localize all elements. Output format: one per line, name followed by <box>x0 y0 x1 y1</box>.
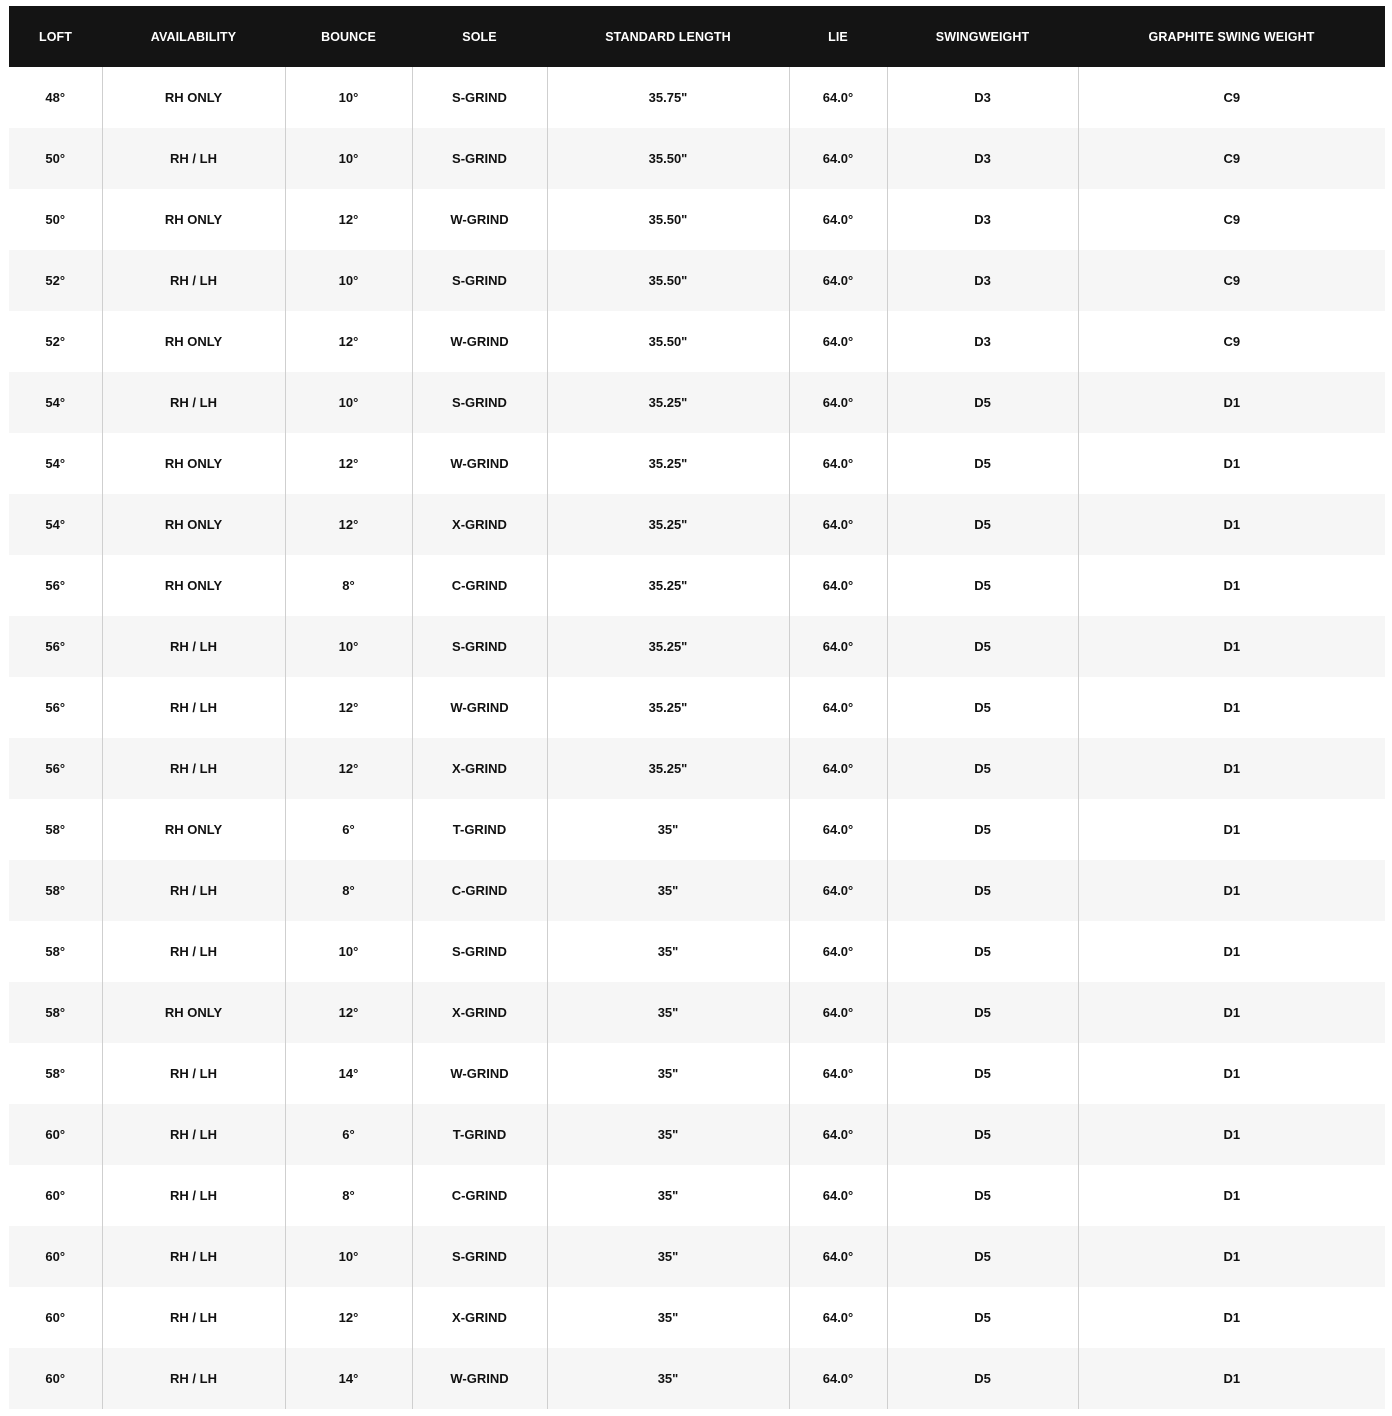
loft-cell: 60° <box>9 1104 102 1165</box>
availability-cell: RH ONLY <box>102 67 285 128</box>
swingweight-cell: D5 <box>887 982 1078 1043</box>
swingweight-cell: D5 <box>887 616 1078 677</box>
graphite-swing-weight-cell: D1 <box>1078 1226 1385 1287</box>
standard-length-cell: 35.25" <box>547 677 789 738</box>
graphite-swing-weight-cell: D1 <box>1078 1287 1385 1348</box>
table-row <box>9 860 1385 921</box>
graphite-swing-weight-cell: D1 <box>1078 1165 1385 1226</box>
swingweight-cell: D5 <box>887 1043 1078 1104</box>
bounce-cell: 10° <box>285 1226 412 1287</box>
swingweight-cell: D5 <box>887 860 1078 921</box>
lie-cell: 64.0° <box>789 433 887 494</box>
lie-cell: 64.0° <box>789 128 887 189</box>
table-row <box>9 189 1385 250</box>
loft-cell: 56° <box>9 677 102 738</box>
availability-cell: RH ONLY <box>102 799 285 860</box>
sole-cell: S-GRIND <box>412 128 547 189</box>
swingweight-cell: D5 <box>887 1226 1078 1287</box>
loft-cell: 54° <box>9 494 102 555</box>
swingweight-cell: D5 <box>887 799 1078 860</box>
sole-cell: W-GRIND <box>412 677 547 738</box>
table-row <box>9 1226 1385 1287</box>
loft-cell: 58° <box>9 799 102 860</box>
swingweight-cell: D3 <box>887 189 1078 250</box>
availability-cell: RH ONLY <box>102 189 285 250</box>
header-loft: LOFT <box>9 6 102 67</box>
availability-cell: RH / LH <box>102 1287 285 1348</box>
table-row <box>9 616 1385 677</box>
graphite-swing-weight-cell: D1 <box>1078 1043 1385 1104</box>
swingweight-cell: D5 <box>887 921 1078 982</box>
loft-cell: 50° <box>9 189 102 250</box>
lie-cell: 64.0° <box>789 250 887 311</box>
bounce-cell: 8° <box>285 1165 412 1226</box>
swingweight-cell: D5 <box>887 1348 1078 1409</box>
availability-cell: RH / LH <box>102 677 285 738</box>
graphite-swing-weight-cell: D1 <box>1078 799 1385 860</box>
bounce-cell: 6° <box>285 1104 412 1165</box>
loft-cell: 52° <box>9 311 102 372</box>
swingweight-cell: D5 <box>887 555 1078 616</box>
standard-length-cell: 35" <box>547 1104 789 1165</box>
specs-table-container <box>9 6 1385 1409</box>
header-bounce: BOUNCE <box>285 6 412 67</box>
availability-cell: RH ONLY <box>102 982 285 1043</box>
lie-cell: 64.0° <box>789 921 887 982</box>
bounce-cell: 10° <box>285 67 412 128</box>
bounce-cell: 12° <box>285 1287 412 1348</box>
table-row <box>9 1165 1385 1226</box>
table-row <box>9 372 1385 433</box>
graphite-swing-weight-cell: D1 <box>1078 433 1385 494</box>
sole-cell: C-GRIND <box>412 860 547 921</box>
table-row <box>9 494 1385 555</box>
bounce-cell: 6° <box>285 799 412 860</box>
sole-cell: S-GRIND <box>412 372 547 433</box>
availability-cell: RH ONLY <box>102 494 285 555</box>
bounce-cell: 12° <box>285 311 412 372</box>
sole-cell: S-GRIND <box>412 1226 547 1287</box>
bounce-cell: 8° <box>285 860 412 921</box>
bounce-cell: 10° <box>285 616 412 677</box>
bounce-cell: 14° <box>285 1043 412 1104</box>
table-row <box>9 433 1385 494</box>
lie-cell: 64.0° <box>789 555 887 616</box>
standard-length-cell: 35" <box>547 982 789 1043</box>
lie-cell: 64.0° <box>789 1287 887 1348</box>
lie-cell: 64.0° <box>789 860 887 921</box>
availability-cell: RH / LH <box>102 1348 285 1409</box>
lie-cell: 64.0° <box>789 738 887 799</box>
sole-cell: W-GRIND <box>412 1348 547 1409</box>
standard-length-cell: 35" <box>547 1043 789 1104</box>
standard-length-cell: 35.25" <box>547 738 789 799</box>
availability-cell: RH ONLY <box>102 433 285 494</box>
availability-cell: RH / LH <box>102 250 285 311</box>
table-row <box>9 128 1385 189</box>
lie-cell: 64.0° <box>789 799 887 860</box>
lie-cell: 64.0° <box>789 494 887 555</box>
graphite-swing-weight-cell: D1 <box>1078 494 1385 555</box>
sole-cell: W-GRIND <box>412 1043 547 1104</box>
swingweight-cell: D5 <box>887 433 1078 494</box>
graphite-swing-weight-cell: C9 <box>1078 128 1385 189</box>
availability-cell: RH / LH <box>102 1043 285 1104</box>
table-row <box>9 1348 1385 1409</box>
sole-cell: X-GRIND <box>412 494 547 555</box>
bounce-cell: 12° <box>285 738 412 799</box>
standard-length-cell: 35" <box>547 1287 789 1348</box>
loft-cell: 54° <box>9 372 102 433</box>
standard-length-cell: 35" <box>547 1348 789 1409</box>
header-row <box>9 6 1385 67</box>
loft-cell: 58° <box>9 1043 102 1104</box>
lie-cell: 64.0° <box>789 372 887 433</box>
sole-cell: W-GRIND <box>412 433 547 494</box>
bounce-cell: 10° <box>285 372 412 433</box>
sole-cell: C-GRIND <box>412 1165 547 1226</box>
loft-cell: 54° <box>9 433 102 494</box>
graphite-swing-weight-cell: D1 <box>1078 738 1385 799</box>
sole-cell: X-GRIND <box>412 1287 547 1348</box>
sole-cell: S-GRIND <box>412 616 547 677</box>
availability-cell: RH / LH <box>102 128 285 189</box>
standard-length-cell: 35.50" <box>547 189 789 250</box>
availability-cell: RH / LH <box>102 616 285 677</box>
table-row <box>9 67 1385 128</box>
standard-length-cell: 35.75" <box>547 67 789 128</box>
table-row <box>9 311 1385 372</box>
standard-length-cell: 35.25" <box>547 433 789 494</box>
lie-cell: 64.0° <box>789 1043 887 1104</box>
loft-cell: 56° <box>9 555 102 616</box>
sole-cell: S-GRIND <box>412 921 547 982</box>
table-row <box>9 799 1385 860</box>
table-row <box>9 1104 1385 1165</box>
table-row <box>9 982 1385 1043</box>
sole-cell: T-GRIND <box>412 799 547 860</box>
graphite-swing-weight-cell: D1 <box>1078 1104 1385 1165</box>
table-row <box>9 555 1385 616</box>
loft-cell: 56° <box>9 616 102 677</box>
graphite-swing-weight-cell: D1 <box>1078 982 1385 1043</box>
loft-cell: 56° <box>9 738 102 799</box>
lie-cell: 64.0° <box>789 1165 887 1226</box>
standard-length-cell: 35.50" <box>547 250 789 311</box>
bounce-cell: 10° <box>285 250 412 311</box>
bounce-cell: 10° <box>285 921 412 982</box>
standard-length-cell: 35.25" <box>547 494 789 555</box>
loft-cell: 60° <box>9 1226 102 1287</box>
header-graphite-swing-weight: GRAPHITE SWING WEIGHT <box>1078 6 1385 67</box>
loft-cell: 58° <box>9 921 102 982</box>
graphite-swing-weight-cell: D1 <box>1078 616 1385 677</box>
availability-cell: RH / LH <box>102 860 285 921</box>
loft-cell: 58° <box>9 982 102 1043</box>
bounce-cell: 12° <box>285 433 412 494</box>
graphite-swing-weight-cell: C9 <box>1078 189 1385 250</box>
lie-cell: 64.0° <box>789 677 887 738</box>
availability-cell: RH ONLY <box>102 555 285 616</box>
header-standard-length: STANDARD LENGTH <box>547 6 789 67</box>
standard-length-cell: 35.50" <box>547 128 789 189</box>
standard-length-cell: 35.50" <box>547 311 789 372</box>
standard-length-cell: 35.25" <box>547 616 789 677</box>
swingweight-cell: D5 <box>887 1104 1078 1165</box>
availability-cell: RH ONLY <box>102 311 285 372</box>
loft-cell: 48° <box>9 67 102 128</box>
bounce-cell: 10° <box>285 128 412 189</box>
swingweight-cell: D5 <box>887 1165 1078 1226</box>
table-row <box>9 921 1385 982</box>
swingweight-cell: D3 <box>887 311 1078 372</box>
bounce-cell: 14° <box>285 1348 412 1409</box>
standard-length-cell: 35" <box>547 860 789 921</box>
header-lie: LIE <box>789 6 887 67</box>
header-availability: AVAILABILITY <box>102 6 285 67</box>
loft-cell: 60° <box>9 1348 102 1409</box>
header-sole: SOLE <box>412 6 547 67</box>
table-row <box>9 250 1385 311</box>
lie-cell: 64.0° <box>789 1104 887 1165</box>
table-row <box>9 1043 1385 1104</box>
standard-length-cell: 35" <box>547 1226 789 1287</box>
swingweight-cell: D5 <box>887 372 1078 433</box>
table-row <box>9 738 1385 799</box>
bounce-cell: 12° <box>285 982 412 1043</box>
graphite-swing-weight-cell: C9 <box>1078 250 1385 311</box>
lie-cell: 64.0° <box>789 311 887 372</box>
swingweight-cell: D3 <box>887 250 1078 311</box>
sole-cell: T-GRIND <box>412 1104 547 1165</box>
graphite-swing-weight-cell: D1 <box>1078 1348 1385 1409</box>
table-row <box>9 1287 1385 1348</box>
header-swingweight: SWINGWEIGHT <box>887 6 1078 67</box>
standard-length-cell: 35.25" <box>547 555 789 616</box>
specs-table <box>9 6 1385 1409</box>
swingweight-cell: D5 <box>887 738 1078 799</box>
loft-cell: 60° <box>9 1287 102 1348</box>
swingweight-cell: D5 <box>887 1287 1078 1348</box>
table-row <box>9 677 1385 738</box>
swingweight-cell: D3 <box>887 67 1078 128</box>
graphite-swing-weight-cell: C9 <box>1078 311 1385 372</box>
sole-cell: S-GRIND <box>412 250 547 311</box>
availability-cell: RH / LH <box>102 1104 285 1165</box>
swingweight-cell: D5 <box>887 677 1078 738</box>
sole-cell: X-GRIND <box>412 982 547 1043</box>
availability-cell: RH / LH <box>102 1165 285 1226</box>
sole-cell: C-GRIND <box>412 555 547 616</box>
graphite-swing-weight-cell: D1 <box>1078 677 1385 738</box>
sole-cell: X-GRIND <box>412 738 547 799</box>
graphite-swing-weight-cell: C9 <box>1078 67 1385 128</box>
availability-cell: RH / LH <box>102 372 285 433</box>
graphite-swing-weight-cell: D1 <box>1078 921 1385 982</box>
graphite-swing-weight-cell: D1 <box>1078 555 1385 616</box>
bounce-cell: 12° <box>285 677 412 738</box>
lie-cell: 64.0° <box>789 189 887 250</box>
loft-cell: 60° <box>9 1165 102 1226</box>
loft-cell: 52° <box>9 250 102 311</box>
table-header <box>9 6 1385 67</box>
standard-length-cell: 35" <box>547 799 789 860</box>
availability-cell: RH / LH <box>102 921 285 982</box>
sole-cell: W-GRIND <box>412 311 547 372</box>
sole-cell: W-GRIND <box>412 189 547 250</box>
lie-cell: 64.0° <box>789 67 887 128</box>
standard-length-cell: 35.25" <box>547 372 789 433</box>
standard-length-cell: 35" <box>547 1165 789 1226</box>
bounce-cell: 12° <box>285 189 412 250</box>
bounce-cell: 12° <box>285 494 412 555</box>
loft-cell: 58° <box>9 860 102 921</box>
sole-cell: S-GRIND <box>412 67 547 128</box>
lie-cell: 64.0° <box>789 982 887 1043</box>
swingweight-cell: D5 <box>887 494 1078 555</box>
graphite-swing-weight-cell: D1 <box>1078 372 1385 433</box>
availability-cell: RH / LH <box>102 738 285 799</box>
loft-cell: 50° <box>9 128 102 189</box>
availability-cell: RH / LH <box>102 1226 285 1287</box>
lie-cell: 64.0° <box>789 1226 887 1287</box>
lie-cell: 64.0° <box>789 616 887 677</box>
graphite-swing-weight-cell: D1 <box>1078 860 1385 921</box>
bounce-cell: 8° <box>285 555 412 616</box>
swingweight-cell: D3 <box>887 128 1078 189</box>
table-body <box>9 67 1385 1409</box>
standard-length-cell: 35" <box>547 921 789 982</box>
lie-cell: 64.0° <box>789 1348 887 1409</box>
